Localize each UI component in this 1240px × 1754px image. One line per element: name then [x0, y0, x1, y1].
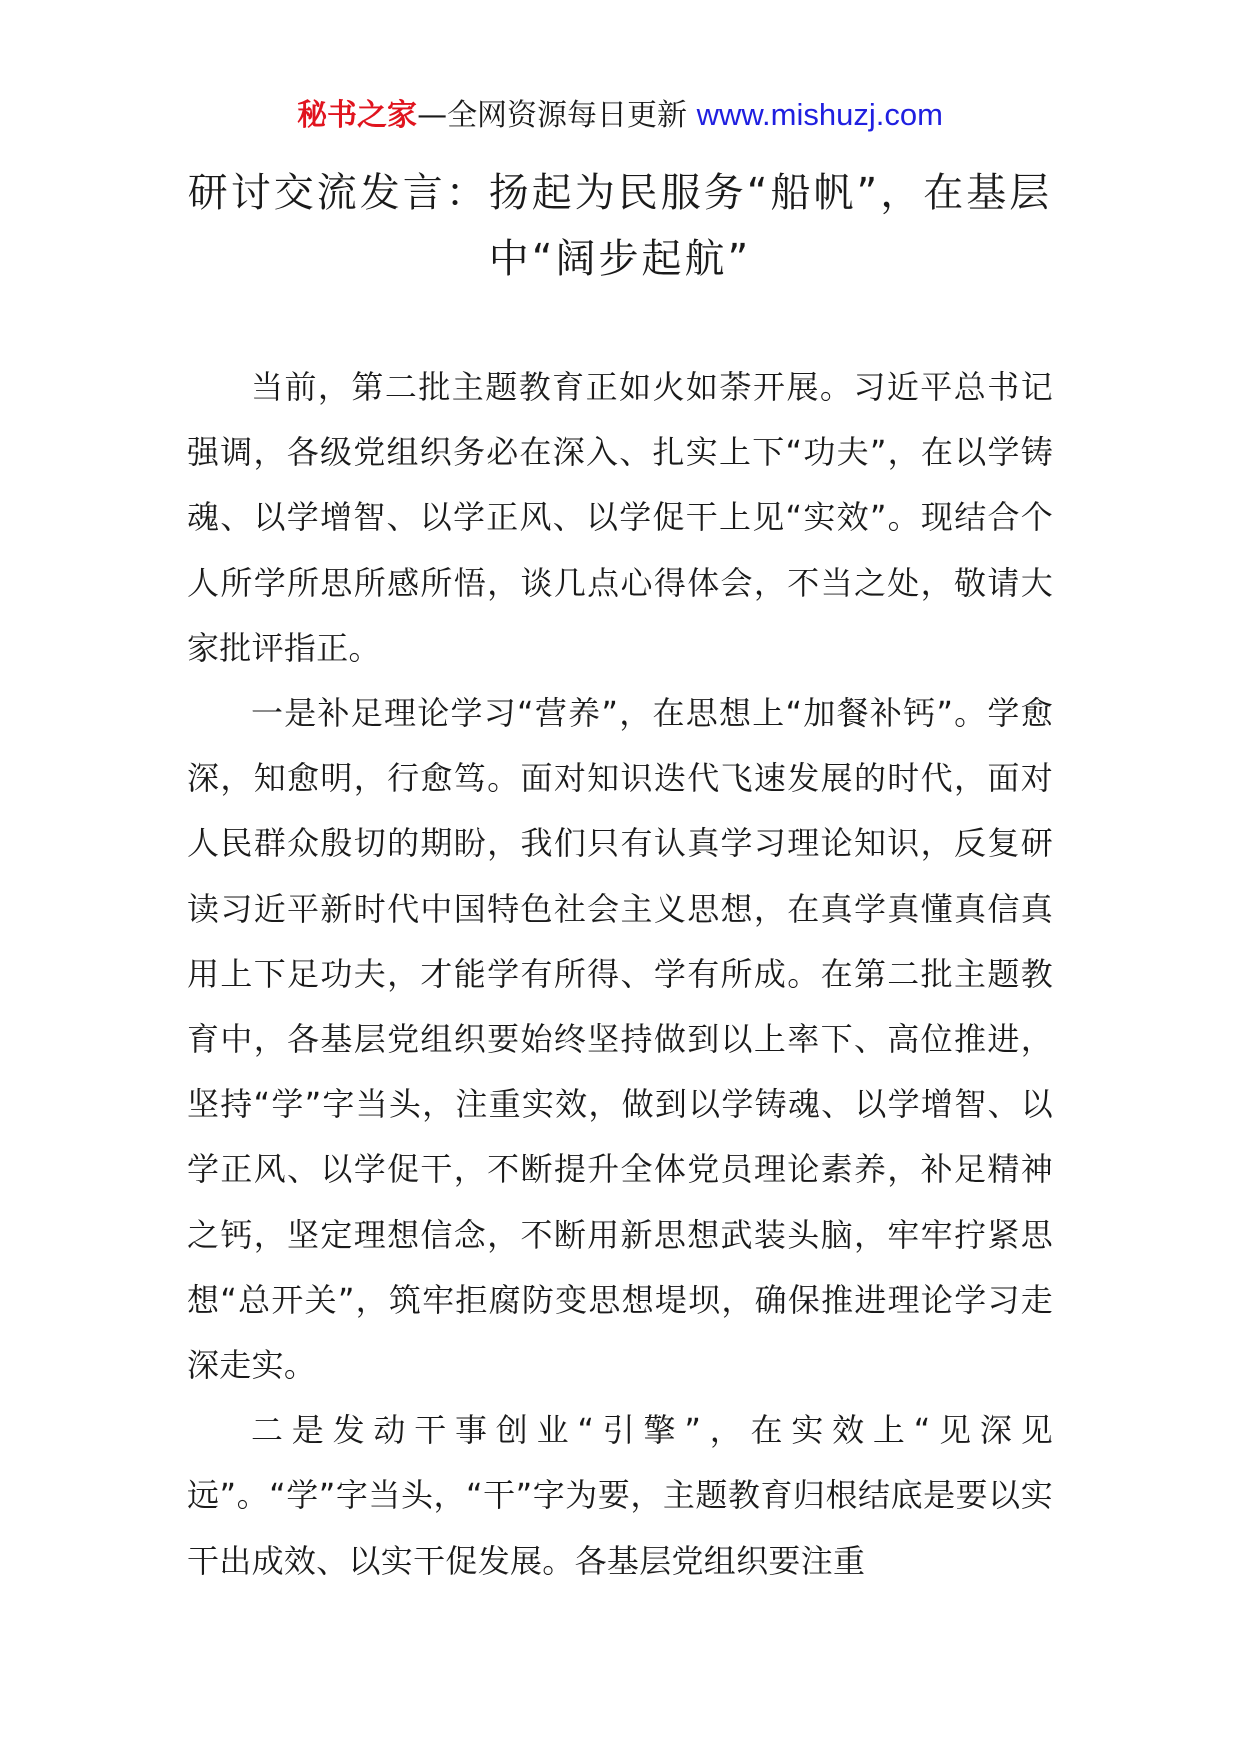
paragraph-point-one: 一是补足理论学习“营养”，在思想上“加餐补钙”。学愈深，知愈明，行愈笃。面对知识迭代飞速发展的时代，面对人民群众殷切的期盼，我们只有认真学习理论知识，反复研读习近平新时代中国特色社会主义思想，在真学真懂真信真用上下足功夫，才能学有所得、学有所成。在第二批主题教育中，各基层党组织要始终坚持做到以上率下、高位推进，坚持“学”字当头，注重实效，做到以学铸魂、以学增智、以学正风、以学促干，不断提升全体党员理论素养，补足精神之钙，坚定理想信念，不断用新思想武装头脑，牢牢拧紧思想“总开关”，筑牢拒腐防变思想堤坝，确保推进理论学习走深走实。 — [187, 694, 1053, 1385]
document-title: 研讨交流发言：扬起为民服务“船帆”，在基层中“阔步起航” — [187, 170, 1053, 282]
paragraph-point-two: 二是发动干事创业“引擎”，在实效上“见深见远”。“学”字当头，“干”字为要，主题教育归根结底是要以实干出成效、以实干促发展。各基层党组织要注重 — [187, 1411, 1053, 1580]
site-url-link[interactable]: www.mishuzj.com — [696, 97, 943, 132]
paragraph-intro: 当前，第二批主题教育正如火如荼开展。习近平总书记强调，各级党组织务必在深入、扎实上下“功夫”，在以学铸魂、以学增智、以学正风、以学促干上见“实效”。现结合个人所学所思所感所悟，谈几点心得体会，不当之处，敬请大家批评指正。 — [187, 368, 1053, 667]
document-body — [187, 355, 1053, 1594]
brand-name: 秘书之家 — [297, 98, 418, 133]
site-header — [0, 95, 1240, 136]
header-tagline: —全网资源每日更新 — [417, 98, 697, 133]
